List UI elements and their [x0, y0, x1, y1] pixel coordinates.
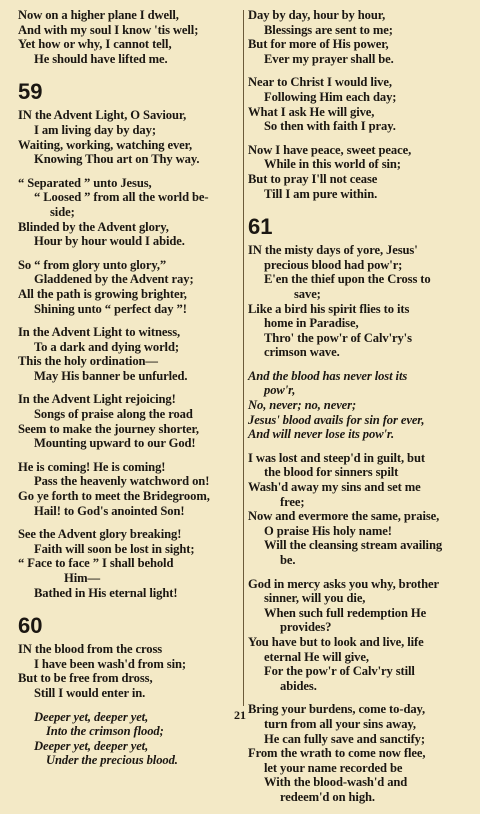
column-divider [243, 10, 244, 706]
verse-line: free; [280, 494, 305, 509]
stanza [248, 143, 470, 201]
verse-line: Blinded by the Advent glory, [18, 219, 169, 234]
verse-line: Blessings are sent to me; [264, 22, 393, 37]
verse-line: sinner, will you die, [264, 591, 366, 606]
chorus-line: Deeper yet, deeper yet, [34, 738, 149, 753]
verse-line: turn from all your sins away, [264, 716, 416, 731]
stanza [248, 451, 470, 568]
verse-line: While in this world of sin; [264, 157, 401, 172]
verse-line: He can fully save and sanctify; [264, 731, 425, 746]
verse-line: Till I am pure within. [264, 186, 378, 201]
right-column [248, 8, 470, 814]
verse-line: Hour by hour would I abide. [34, 234, 185, 249]
verse-line: IN the Advent Light, O Saviour, [18, 108, 187, 123]
chorus-line: pow'r, [264, 383, 296, 398]
stanza [18, 258, 240, 316]
stanza [18, 527, 240, 600]
verse-line: But to pray I'll not cease [248, 171, 378, 186]
verse-line: Go ye forth to meet the Bridegroom, [18, 489, 210, 504]
verse-line: And with my soul I know 'tis well; [18, 22, 199, 37]
verse-line: eternal He will give, [264, 649, 369, 664]
chorus-line: No, never; no, never; [248, 398, 357, 413]
verse-line: let your name recorded be [264, 760, 403, 775]
verse-line: Seem to make the journey shorter, [18, 421, 199, 436]
verse-line: May His banner be unfurled. [34, 368, 188, 383]
verse-line: In the Advent Light rejoicing! [18, 392, 176, 407]
verse-line: Still I would enter in. [34, 685, 146, 700]
verse-line: IN the blood from the cross [18, 642, 163, 657]
verse-line: What I ask He will give, [248, 104, 375, 119]
stanza [18, 176, 240, 249]
verse-line: Knowing Thou art on Thy way. [34, 152, 200, 167]
verse-line: This the holy ordination— [18, 354, 158, 369]
verse-line: “ Face to face ” I shall behold [18, 556, 174, 571]
verse-line: Thro' the pow'r of Calv'ry's [264, 330, 412, 345]
verse-line: precious blood had pow'r; [264, 257, 403, 272]
verse-line: From the wrath to come now flee, [248, 746, 426, 761]
chorus-line: And the blood has never lost its [248, 368, 408, 383]
hymn58-closing-stanza [18, 8, 240, 66]
stanza [18, 8, 240, 66]
hymn-number-61: 61 [248, 214, 273, 240]
verse-line: “ Loosed ” from all the world be- [34, 190, 209, 205]
verse-line: Following Him each day; [264, 89, 397, 104]
verse-line: the blood for sinners spilt [264, 465, 399, 480]
verse-line: In the Advent Light to witness, [18, 325, 181, 340]
verse-line: With the blood-wash'd and [264, 775, 408, 790]
hymn60-continued [248, 8, 470, 201]
verse-line: IN the misty days of yore, Jesus' [248, 243, 418, 258]
hymn-59 [18, 108, 240, 600]
stanza [18, 460, 240, 518]
chorus-line: And will never lose its pow'r. [248, 427, 395, 442]
verse-line: crimson wave. [264, 345, 340, 360]
verse-line: Wash'd away my sins and set me [248, 480, 421, 495]
verse-line: Will the cleansing stream availing [264, 538, 443, 553]
verse-line: Bathed in His eternal light! [34, 585, 178, 600]
verse-line: Now on a higher plane I dwell, [18, 8, 179, 22]
verse-line: But for more of His power, [248, 37, 389, 52]
verse-line: He should have lifted me. [34, 51, 168, 66]
verse-line: be. [280, 553, 296, 567]
verse-line: Day by day, hour by hour, [248, 8, 386, 22]
verse-line: All the path is growing brighter, [18, 286, 187, 301]
hymn-60 [18, 642, 240, 768]
verse-line: Hail! to God's anointed Son! [34, 503, 185, 518]
verse-line: Waiting, working, watching ever, [18, 137, 193, 152]
verse-line: Faith will soon be lost in sight; [34, 541, 195, 556]
stanza [18, 108, 240, 166]
verse-line: O praise His holy name! [264, 523, 392, 538]
chorus-line: Deeper yet, deeper yet, [34, 709, 149, 724]
verse-line: provides? [280, 620, 332, 635]
stanza [18, 325, 240, 383]
verse-line: For the pow'r of Calv'ry still [264, 664, 415, 679]
verse-line: side; [50, 204, 75, 219]
hymn-number-59: 59 [18, 79, 43, 105]
verse-line: redeem'd on high. [280, 789, 375, 804]
verse-line: Bring your burdens, come to-day, [248, 702, 426, 717]
verse-line: Now and evermore the same, praise, [248, 509, 440, 524]
stanza [248, 369, 470, 442]
left-column [18, 8, 240, 777]
verse-line: So “ from glory unto glory,” [18, 257, 167, 272]
chorus-line: Jesus' blood avails for sin for ever, [248, 412, 425, 427]
page-number: 21 [234, 708, 246, 722]
verse-line: Mounting upward to our God! [34, 436, 196, 451]
verse-line: Now I have peace, sweet peace, [248, 142, 412, 157]
stanza [18, 642, 240, 700]
verse-line: abides. [280, 678, 317, 693]
verse-line: You have but to look and live, life [248, 634, 424, 649]
chorus-line: Under the precious blood. [46, 753, 178, 768]
verse-line: Yet how or why, I cannot tell, [18, 37, 172, 52]
stanza [248, 8, 470, 66]
verse-line: See the Advent glory breaking! [18, 527, 182, 542]
verse-line: Shining unto “ perfect day ”! [34, 301, 187, 316]
verse-line: E'en the thief upon the Cross to [264, 272, 431, 287]
verse-line: God in mercy asks you why, brother [248, 576, 440, 591]
verse-line: I am living day by day; [34, 122, 156, 137]
stanza [248, 243, 470, 360]
verse-line: I was lost and steep'd in guilt, but [248, 450, 425, 465]
stanza [18, 392, 240, 450]
verse-line: But to be free from dross, [18, 671, 153, 686]
verse-line: He is coming! He is coming! [18, 459, 166, 474]
verse-line: Pass the heavenly watchword on! [34, 474, 210, 489]
verse-line: So then with faith I pray. [264, 119, 396, 134]
verse-line: I have been wash'd from sin; [34, 656, 186, 671]
verse-line: When such full redemption He [264, 605, 427, 620]
chorus-line: Into the crimson flood; [46, 724, 164, 739]
verse-line: Gladdened by the Advent ray; [34, 272, 194, 287]
verse-line: “ Separated ” unto Jesus, [18, 175, 152, 190]
verse-line: To a dark and dying world; [34, 339, 179, 354]
hymn-number-60: 60 [18, 613, 43, 639]
stanza [248, 75, 470, 133]
verse-line: home in Paradise, [264, 316, 359, 331]
verse-line: Him— [64, 571, 100, 585]
stanza [248, 577, 470, 694]
verse-line: Ever my prayer shall be. [264, 51, 394, 66]
verse-line: Near to Christ I would live, [248, 75, 392, 90]
verse-line: save; [294, 286, 321, 301]
verse-line: Songs of praise along the road [34, 407, 193, 422]
verse-line: Like a bird his spirit flies to its [248, 301, 410, 316]
